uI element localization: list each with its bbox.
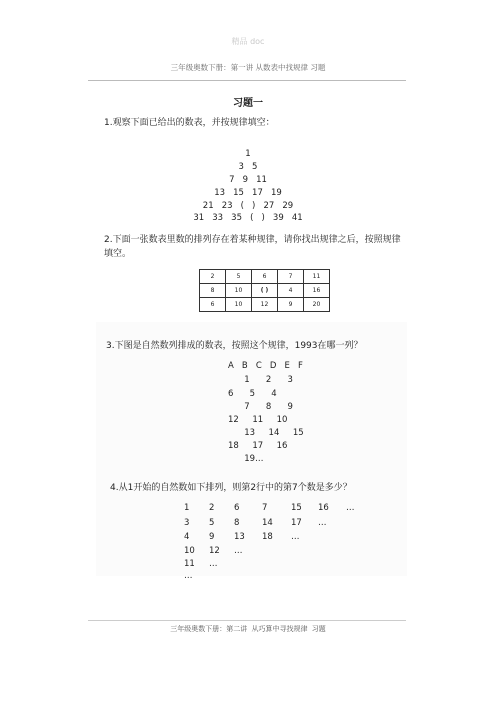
grid-number: 15	[291, 503, 302, 513]
table-cell: 16	[304, 284, 330, 298]
blank-cell: ( )	[252, 284, 278, 298]
grid-number: 8	[234, 518, 240, 528]
table-row	[200, 270, 330, 284]
question-3: 3.下图是自然数列排成的数表，按照这个规律，1993在哪一列？	[106, 341, 363, 351]
grid-number: 2	[209, 503, 215, 513]
grid-number: …	[209, 559, 218, 569]
table-cell: 2	[200, 270, 226, 284]
question-2: 2.下面一张数表里数的排列存在着某种规律，请你找出规律之后，按照规律填空。	[104, 235, 401, 259]
table-cell: 10	[226, 298, 252, 312]
triangle-row: 13 15 17 19	[214, 188, 282, 198]
table-cell: 6	[200, 298, 226, 312]
table-cell: 4	[278, 284, 304, 298]
zigzag-row: 6 5 4	[228, 389, 277, 399]
page-footer: 三年级奥数下册：第二讲 从巧算中寻找规律 习题	[170, 625, 326, 633]
grid-number: 1	[184, 503, 190, 513]
grid-number: …	[291, 532, 300, 542]
grid-number: 6	[234, 503, 240, 513]
grid-number: …	[184, 571, 193, 581]
grid-number: 12	[209, 546, 220, 556]
zigzag-row: 13 14 15	[228, 428, 304, 438]
zigzag-row: 7 8 9	[228, 402, 293, 412]
number-table	[199, 269, 330, 312]
header-divider	[88, 80, 406, 81]
grid-number: 7	[262, 503, 268, 513]
triangle-row: 7 9 11	[229, 175, 267, 185]
zigzag-row: A B C D E F	[228, 361, 303, 371]
page-header: 三年级奥数下册：第一讲 从数表中找规律 习题	[170, 63, 326, 72]
triangle-row: 1	[245, 149, 251, 159]
grid-number: 14	[262, 518, 273, 528]
grid-number: 3	[184, 518, 190, 528]
table-cell: 10	[226, 284, 252, 298]
zigzag-row: 12 11 10	[228, 415, 288, 425]
zigzag-row: 18 17 16	[228, 441, 288, 451]
grid-number: …	[318, 518, 327, 528]
grid-number: 10	[184, 546, 195, 556]
triangle-row: 3 5	[238, 162, 258, 172]
grid-number: 13	[234, 532, 245, 542]
grid-number: …	[234, 546, 243, 556]
table-cell: 9	[278, 298, 304, 312]
table-row	[200, 298, 330, 312]
grid-number: 11	[184, 559, 195, 569]
triangle-row: 31 33 35 ( ) 39 41	[193, 213, 303, 223]
question-4: 4.从1开始的自然数如下排列，则第2行中的第7个数是多少？	[110, 483, 352, 493]
grid-number: 17	[291, 518, 302, 528]
table-cell: 8	[200, 284, 226, 298]
watermark: 精品 doc	[231, 37, 265, 46]
table-row	[200, 284, 330, 298]
grid-number: …	[346, 503, 355, 513]
table-cell: 20	[304, 298, 330, 312]
grid-number: 5	[209, 518, 215, 528]
zigzag-row: 1 2 3	[228, 375, 293, 385]
triangle-row: 21 23 ( ) 27 29	[202, 201, 294, 211]
table-cell: 11	[304, 270, 330, 284]
table-cell: 12	[252, 298, 278, 312]
table-cell: 5	[226, 270, 252, 284]
grid-number: 9	[209, 532, 215, 542]
zigzag-row: 19…	[228, 454, 264, 464]
grid-number: 4	[184, 532, 190, 542]
table-cell: 7	[278, 270, 304, 284]
grid-number: 18	[262, 532, 273, 542]
footer-divider	[88, 620, 406, 621]
page-title: 习题一	[233, 98, 263, 109]
question-1: 1.观察下面已给出的数表，并按规律填空：	[104, 118, 275, 128]
table-cell: 6	[252, 270, 278, 284]
grid-number: 16	[318, 503, 329, 513]
